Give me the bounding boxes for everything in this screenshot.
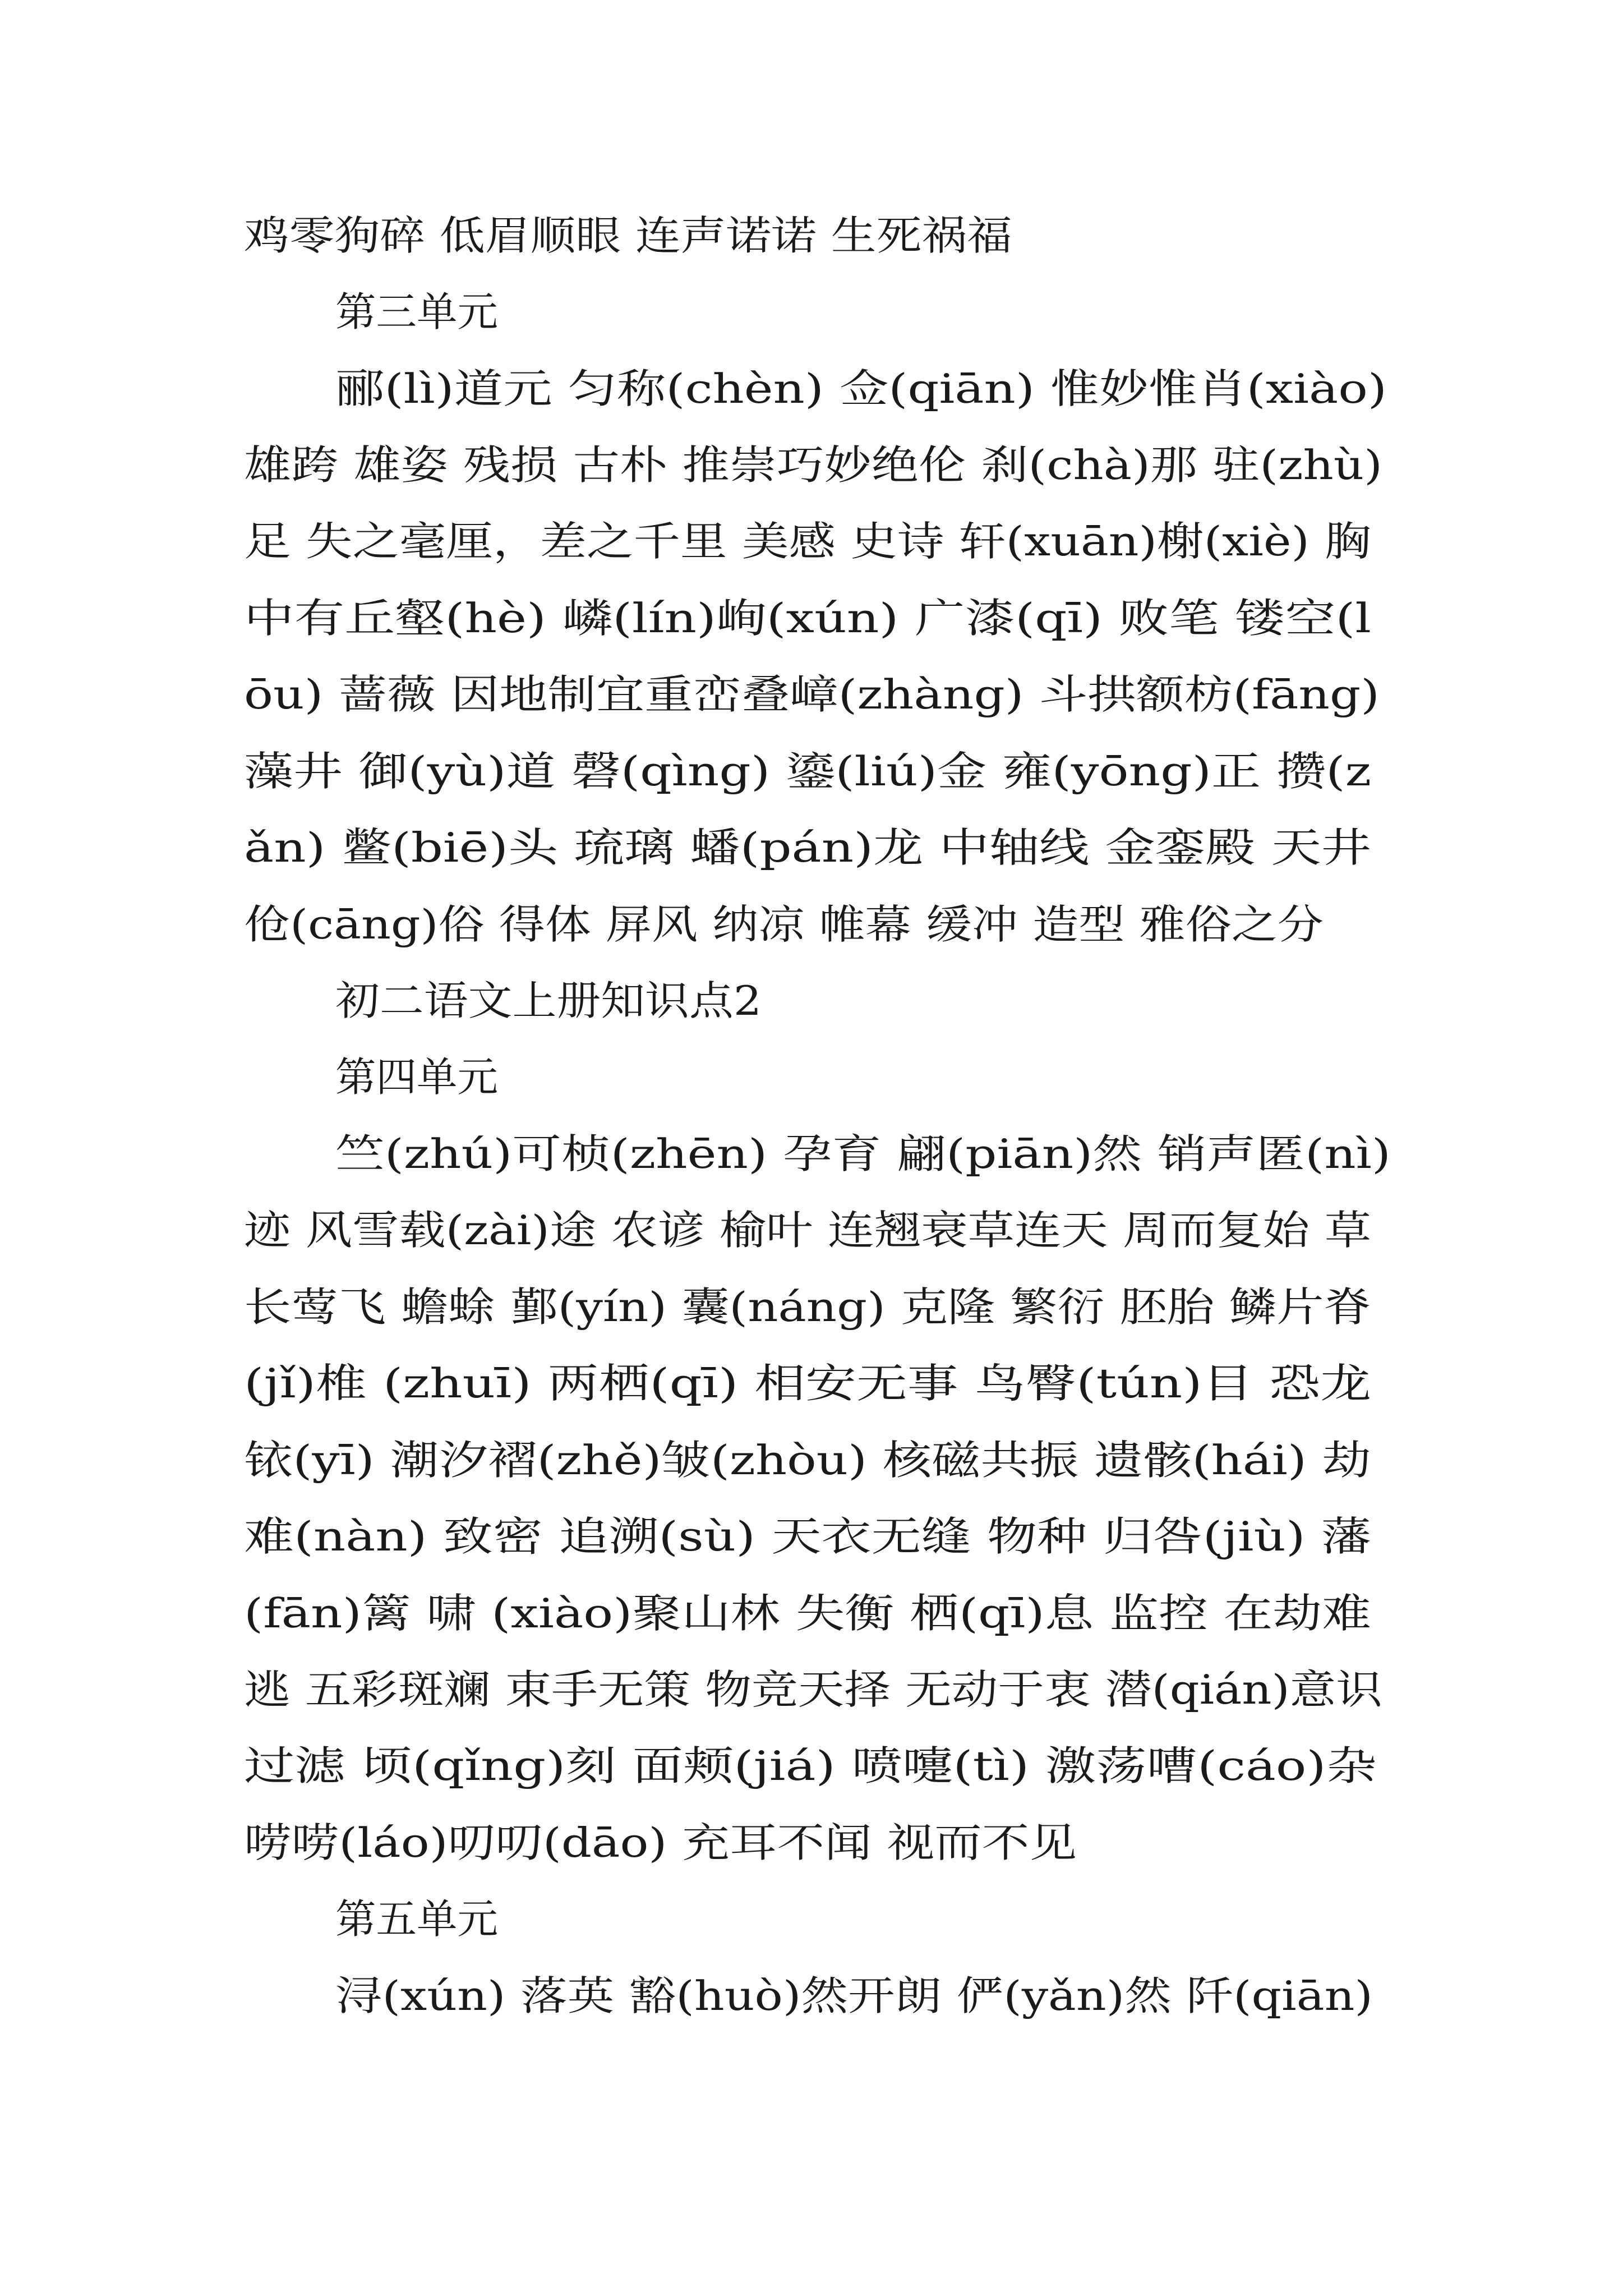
heading-text: 第五单元	[335, 1895, 498, 1943]
heading-text: 初二语文上册知识点2	[335, 977, 762, 1024]
section-heading-knowledge-2	[0, 973, 1623, 1029]
text-line	[0, 513, 1623, 569]
line-text: 竺(zhú)可桢(zhēn) 孕育 翩(piān)然 销声匿(nì)	[335, 1130, 1391, 1177]
line-text: 长莺飞 蟾蜍 鄞(yín) 囊(náng) 克隆 繁衍 胚胎 鳞片脊	[244, 1283, 1371, 1331]
text-line	[0, 590, 1623, 646]
heading-text: 第三单元	[335, 288, 498, 335]
text-line	[0, 896, 1623, 953]
section-heading-unit-4	[0, 1049, 1623, 1105]
line-text: 中有丘壑(hè) 嶙(lín)峋(xún) 广漆(qī) 败笔 镂空(l	[244, 595, 1371, 642]
line-text: ōu) 蔷薇 因地制宜重峦叠嶂(zhàng) 斗拱额枋(fāng)	[244, 671, 1380, 718]
text-line	[0, 1432, 1623, 1488]
line-text: 铱(yī) 潮汐褶(zhě)皱(zhòu) 核磁共振 遗骸(hái) 劫	[244, 1437, 1371, 1484]
line-text: (jǐ)椎 (zhuī) 两栖(qī) 相安无事 鸟臀(tún)目 恐龙	[244, 1360, 1371, 1407]
text-line	[0, 1662, 1623, 1718]
heading-text: 第四单元	[335, 1053, 498, 1101]
line-text: 藻井 御(yù)道 磬(qìng) 鎏(liú)金 雍(yōng)正 攒(z	[244, 748, 1371, 795]
text-line	[0, 208, 1623, 264]
line-text: 伧(cāng)俗 得体 屏风 纳凉 帷幕 缓冲 造型 雅俗之分	[244, 901, 1324, 948]
text-line	[0, 1585, 1623, 1641]
text-line	[0, 1968, 1623, 2024]
line-text: ǎn) 鳖(biē)头 琉璃 蟠(pán)龙 中轴线 金銮殿 天井	[244, 824, 1371, 871]
text-line	[0, 1126, 1623, 1182]
line-text: 逃 五彩斑斓 束手无策 物竞天择 无动于衷 潜(qián)意识	[244, 1666, 1382, 1713]
text-line	[0, 1738, 1623, 1794]
line-text: 雄跨 雄姿 残损 古朴 推崇巧妙绝伦 刹(chà)那 驻(zhù)	[244, 441, 1382, 489]
text-line	[0, 1815, 1623, 1871]
line-text: (fān)篱 啸 (xiào)聚山林 失衡 栖(qī)息 监控 在劫难	[244, 1590, 1371, 1637]
line-text: 过滤 顷(qǐng)刻 面颊(jiá) 喷嚏(tì) 激荡嘈(cáo)杂	[244, 1742, 1377, 1789]
line-text: 浔(xún) 落英 豁(huò)然开朗 俨(yǎn)然 阡(qiān)	[335, 1972, 1373, 2019]
text-line	[0, 1202, 1623, 1258]
text-line	[0, 361, 1623, 417]
line-text: 迹 风雪载(zài)途 农谚 榆叶 连翘衰草连天 周而复始 草	[244, 1207, 1371, 1254]
text-line	[0, 1508, 1623, 1565]
text-line	[0, 1355, 1623, 1411]
text-line	[0, 1279, 1623, 1335]
section-heading-unit-3	[0, 284, 1623, 340]
line-text: 难(nàn) 致密 追溯(sù) 天衣无缝 物种 归咎(jiù) 藩	[244, 1513, 1371, 1560]
section-heading-unit-5	[0, 1891, 1623, 1947]
line-text: 足 失之毫厘，差之千里 美感 史诗 轩(xuān)榭(xiè) 胸	[244, 518, 1371, 565]
text-line	[0, 666, 1623, 723]
text-line	[0, 437, 1623, 493]
text-line	[0, 743, 1623, 799]
text-line	[0, 820, 1623, 876]
line-text: 郦(lì)道元 匀称(chèn) 佥(qiān) 惟妙惟肖(xiào)	[335, 365, 1387, 412]
line-text: 鸡零狗碎 低眉顺眼 连声诺诺 生死祸福	[244, 212, 1012, 259]
line-text: 唠唠(láo)叨叨(dāo) 充耳不闻 视而不见	[244, 1819, 1077, 1866]
